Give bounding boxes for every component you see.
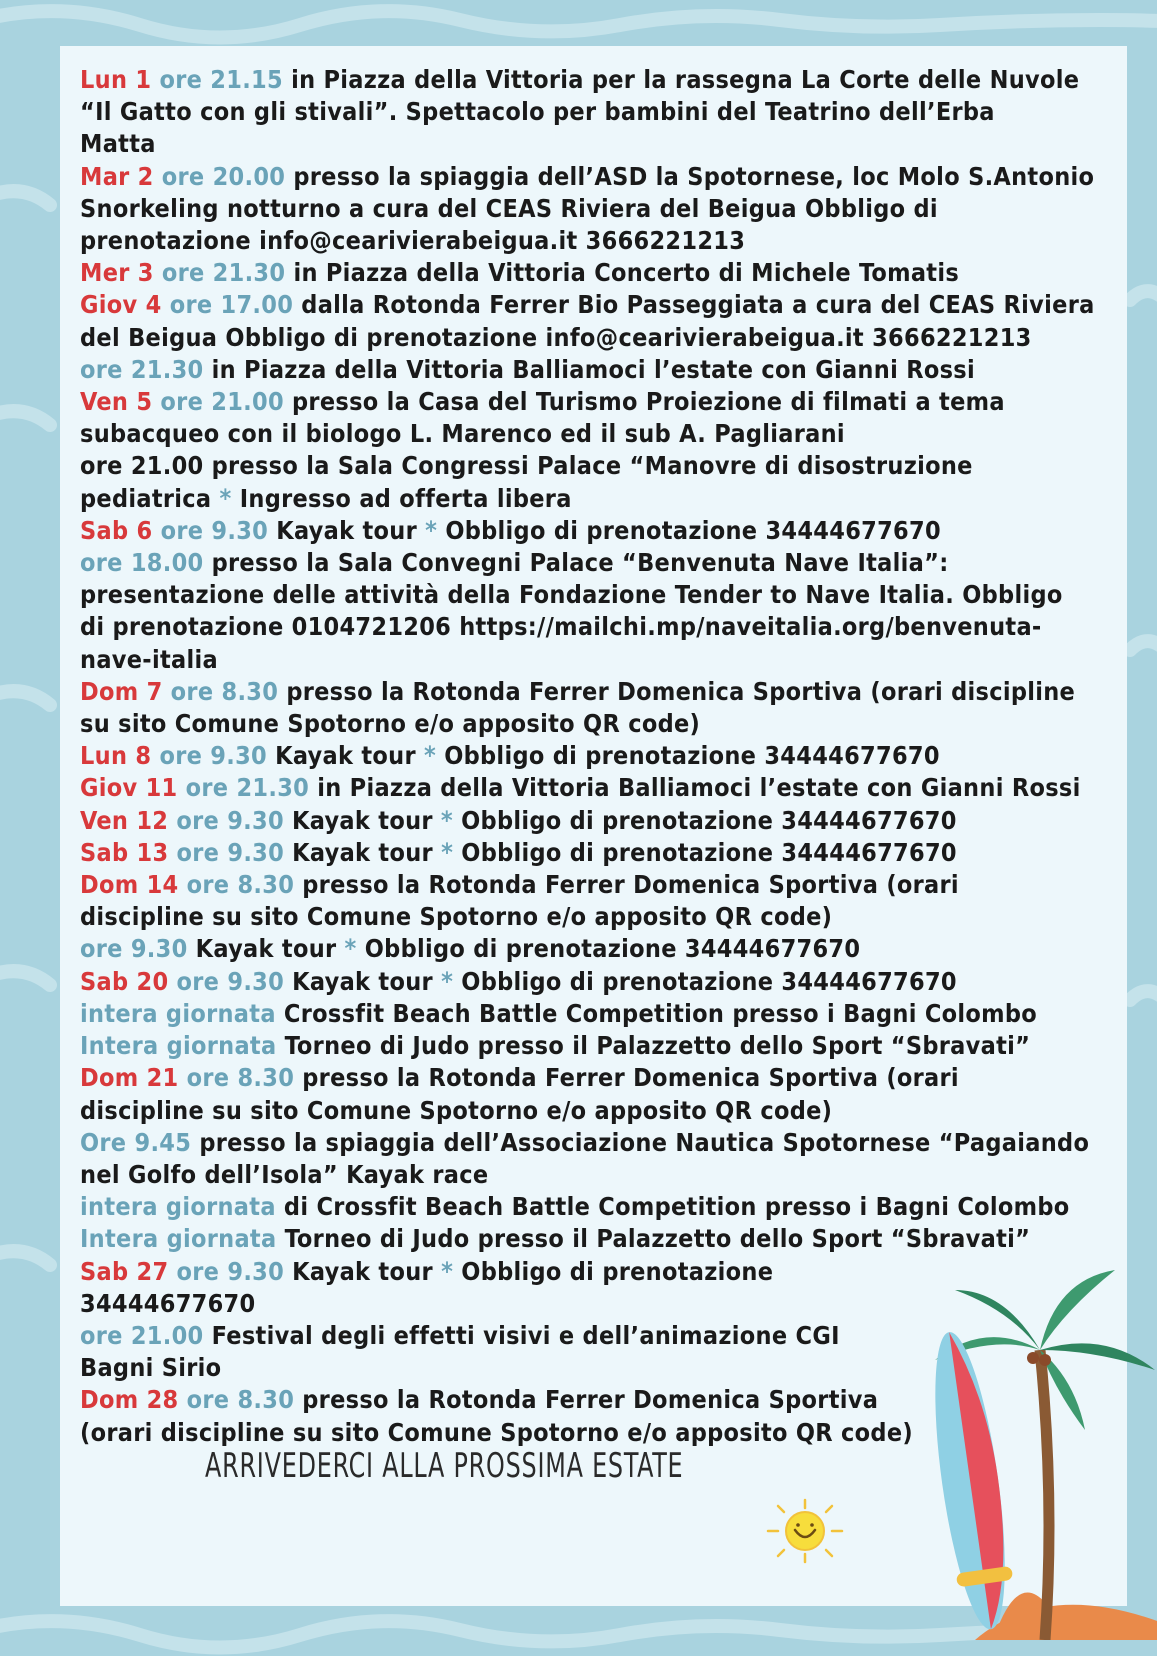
event-text: Crossfit Beach Battle Competition presso i Bagni Colombo <box>275 998 1038 1028</box>
event-text: prenotazione info@cearivierabeigua.it 3666221213 <box>80 226 746 256</box>
event-separator: * <box>432 1256 462 1286</box>
event-line <box>80 547 1127 579</box>
event-line <box>80 740 1127 772</box>
event-text: Kayak tour <box>284 966 433 996</box>
event-time: ore 9.30 <box>160 515 269 545</box>
event-text: pediatrica <box>80 483 212 513</box>
event-time: ore 21.15 <box>159 65 283 94</box>
event-time: Ore 9.45 <box>80 1127 192 1157</box>
event-text: Kayak tour <box>284 837 433 867</box>
event-text: presso la spiaggia dell’Associazione Nautica Spotornese “Pagaiando <box>191 1127 1090 1157</box>
event-text: in Piazza della Vittoria Concerto di Michele Tomatis <box>285 258 960 288</box>
event-line <box>80 1095 1127 1127</box>
event-text: 34444677670 <box>80 1288 256 1318</box>
event-time: ore 21.30 <box>185 773 310 803</box>
footer <box>205 1438 765 1494</box>
event-separator: * <box>415 741 445 771</box>
event-line <box>80 772 1127 804</box>
event-time: intera giornata <box>80 1192 276 1222</box>
event-time: ore 9.30 <box>80 934 188 964</box>
event-line <box>80 354 1127 386</box>
palm-surfboard-island-icon <box>915 1250 1157 1640</box>
event-text: Kayak tour <box>268 515 418 545</box>
event-line <box>80 128 1127 160</box>
event-text: ore 21.00 presso la Sala Congressi Palace “Manovre di disostruzione <box>80 451 973 481</box>
event-line <box>80 322 1127 354</box>
event-line <box>80 579 1127 611</box>
event-line <box>80 515 1127 547</box>
event-line <box>80 450 1127 482</box>
event-text: discipline su sito Comune Spotorno e/o apposito QR code) <box>80 902 833 932</box>
event-text: Obbligo di prenotazione 34444677670 <box>461 837 957 867</box>
event-line <box>80 676 1127 708</box>
event-text: Ingresso ad offerta libera <box>239 483 572 513</box>
event-text: Kayak tour <box>187 934 337 964</box>
event-text: presso la Rotonda Ferrer Domenica Sportiva (orari <box>294 870 959 900</box>
event-separator: * <box>417 515 446 545</box>
event-time: ore 17.00 <box>169 290 294 320</box>
event-separator: * <box>336 934 365 964</box>
event-time: ore 8.30 <box>170 676 279 706</box>
event-text: su sito Comune Spotorno e/o apposito QR code) <box>80 709 701 739</box>
event-day: Dom 7 <box>80 676 163 706</box>
event-time: ore 18.00 <box>80 548 204 578</box>
event-day: Giov 11 <box>80 773 178 803</box>
event-time: ore 20.00 <box>161 161 286 191</box>
event-line <box>80 805 1127 837</box>
event-time: ore 8.30 <box>186 1385 295 1415</box>
event-text: di Crossfit Beach Battle Competition presso i Bagni Colombo <box>275 1192 1070 1222</box>
event-line <box>80 933 1127 965</box>
event-text: Kayak tour <box>283 805 433 835</box>
event-day: Dom 14 <box>80 870 179 900</box>
event-text: Snorkeling notturno a cura del CEAS Riviera del Beigua Obbligo di <box>80 193 938 223</box>
event-separator: * <box>211 483 240 513</box>
event-line <box>80 1159 1127 1191</box>
event-text: Obbligo di prenotazione 34444677670 <box>461 966 957 996</box>
event-text: nel Golfo dell’Isola” Kayak race <box>80 1159 489 1189</box>
event-text: in Piazza della Vittoria per la rassegna La Corte delle Nuvole <box>282 65 1080 94</box>
event-text: subacqueo con il biologo L. Marenco ed il sub A. Pagliarani <box>80 419 845 449</box>
event-text: Kayak tour <box>284 1256 433 1286</box>
event-text: dalla Rotonda Ferrer Bio Passeggiata a cura del CEAS Riviera <box>293 290 1095 320</box>
event-line <box>80 837 1127 869</box>
event-time: ore 21.30 <box>80 354 204 384</box>
event-line <box>80 225 1127 257</box>
event-text: presso la Sala Convegni Palace “Benvenuta Nave Italia”: <box>203 548 949 578</box>
event-line <box>80 611 1127 643</box>
event-day: Giov 4 <box>80 290 162 320</box>
event-time: ore 9.30 <box>176 805 284 835</box>
event-text: Obbligo di prenotazione <box>461 1256 774 1286</box>
event-time: ore 8.30 <box>186 1063 295 1093</box>
event-text: presso la Rotonda Ferrer Domenica Sportiva (orari <box>294 1063 959 1093</box>
event-line <box>80 1191 1127 1223</box>
event-text: Obbligo di prenotazione 34444677670 <box>444 741 940 771</box>
event-text: presso la Rotonda Ferrer Domenica Sportiva <box>294 1385 879 1415</box>
event-line <box>80 193 1127 225</box>
event-line <box>80 644 1127 676</box>
event-time: ore 8.30 <box>186 870 295 900</box>
event-time: Intera giornata <box>80 1031 277 1061</box>
event-text: del Beigua Obbligo di prenotazione info@cearivierabeigua.it 3666221213 <box>80 322 1032 352</box>
event-text: Obbligo di prenotazione 34444677670 <box>445 515 941 545</box>
event-line <box>80 708 1127 740</box>
event-time: intera giornata <box>80 998 276 1028</box>
event-time: ore 9.30 <box>176 1256 285 1286</box>
event-day: Sab 27 <box>80 1256 169 1286</box>
event-time: ore 9.30 <box>176 966 285 996</box>
footer-text: ARRIVEDERCI ALLA PROSSIMA ESTATE <box>205 1446 684 1486</box>
event-line <box>80 96 1127 128</box>
event-time: ore 21.30 <box>161 258 286 288</box>
event-line <box>80 869 1127 901</box>
event-line <box>80 418 1127 450</box>
event-line <box>80 998 1127 1030</box>
event-line <box>80 64 1127 96</box>
event-line <box>80 901 1127 933</box>
event-text: discipline su sito Comune Spotorno e/o apposito QR code) <box>80 1095 833 1125</box>
event-line <box>80 289 1127 321</box>
event-text: Obbligo di prenotazione 34444677670 <box>364 934 861 964</box>
event-separator: * <box>432 837 462 867</box>
event-text: “Il Gatto con gli stivali”. Spettacolo per bambini del Teatrino dell’Erba <box>80 97 995 127</box>
event-line <box>80 257 1127 289</box>
event-text: in Piazza della Vittoria Balliamoci l’estate con Gianni Rossi <box>309 773 1081 803</box>
event-text: Kayak tour <box>267 741 416 771</box>
event-text: presso la Rotonda Ferrer Domenica Sportiva (orari discipline <box>278 676 1076 706</box>
event-time: ore 21.00 <box>160 387 284 417</box>
event-day: Dom 28 <box>80 1385 179 1415</box>
event-line <box>80 386 1127 418</box>
event-text: (orari discipline su sito Comune Spotorno e/o apposito QR code) <box>80 1417 913 1447</box>
event-text: Obbligo di prenotazione 34444677670 <box>461 805 957 835</box>
event-line <box>80 1030 1127 1062</box>
event-day: Ven 12 <box>80 805 169 835</box>
event-list <box>80 64 1127 1449</box>
event-day: Sab 13 <box>80 837 169 867</box>
sun-icon <box>760 1496 850 1566</box>
event-day: Sab 20 <box>80 966 169 996</box>
event-day: Mar 2 <box>80 161 154 191</box>
event-text: Festival degli effetti visivi e dell’animazione CGI <box>203 1320 840 1350</box>
event-day: Lun 8 <box>80 741 152 771</box>
event-day: Mer 3 <box>80 258 154 288</box>
event-line <box>80 483 1127 515</box>
event-text: Matta <box>80 129 156 159</box>
event-line <box>80 1127 1127 1159</box>
event-time: ore 9.30 <box>176 837 285 867</box>
event-line <box>80 161 1127 193</box>
event-day: Ven 5 <box>80 387 153 417</box>
event-text: Torneo di Judo presso il Palazzetto dello Sport “Sbravati” <box>276 1224 1031 1254</box>
event-text: presso la spiaggia dell’ASD la Spotornese, loc Molo S.Antonio <box>285 161 1095 191</box>
event-text: di prenotazione 0104721206 https://mailchi.mp/naveitalia.org/benvenuta- <box>80 612 1042 642</box>
event-time: Intera giornata <box>80 1224 277 1254</box>
event-text: Torneo di Judo presso il Palazzetto dello Sport “Sbravati” <box>276 1031 1031 1061</box>
event-line <box>80 966 1127 998</box>
event-time: ore 21.00 <box>80 1320 204 1350</box>
event-day: Dom 21 <box>80 1063 179 1093</box>
event-day: Sab 6 <box>80 515 153 545</box>
event-text: Bagni Sirio <box>80 1353 222 1383</box>
event-separator: * <box>432 805 462 835</box>
event-separator: * <box>432 966 462 996</box>
event-text: presentazione delle attività della Fondazione Tender to Nave Italia. Obbligo <box>80 580 1063 610</box>
event-text: presso la Casa del Turismo Proiezione di filmati a tema <box>283 387 1005 417</box>
event-text: in Piazza della Vittoria Balliamoci l’estate con Gianni Rossi <box>203 354 975 384</box>
event-text: nave-italia <box>80 644 218 674</box>
event-day: Lun 1 <box>80 65 152 94</box>
event-line <box>80 1062 1127 1094</box>
event-time: ore 9.30 <box>159 741 267 771</box>
